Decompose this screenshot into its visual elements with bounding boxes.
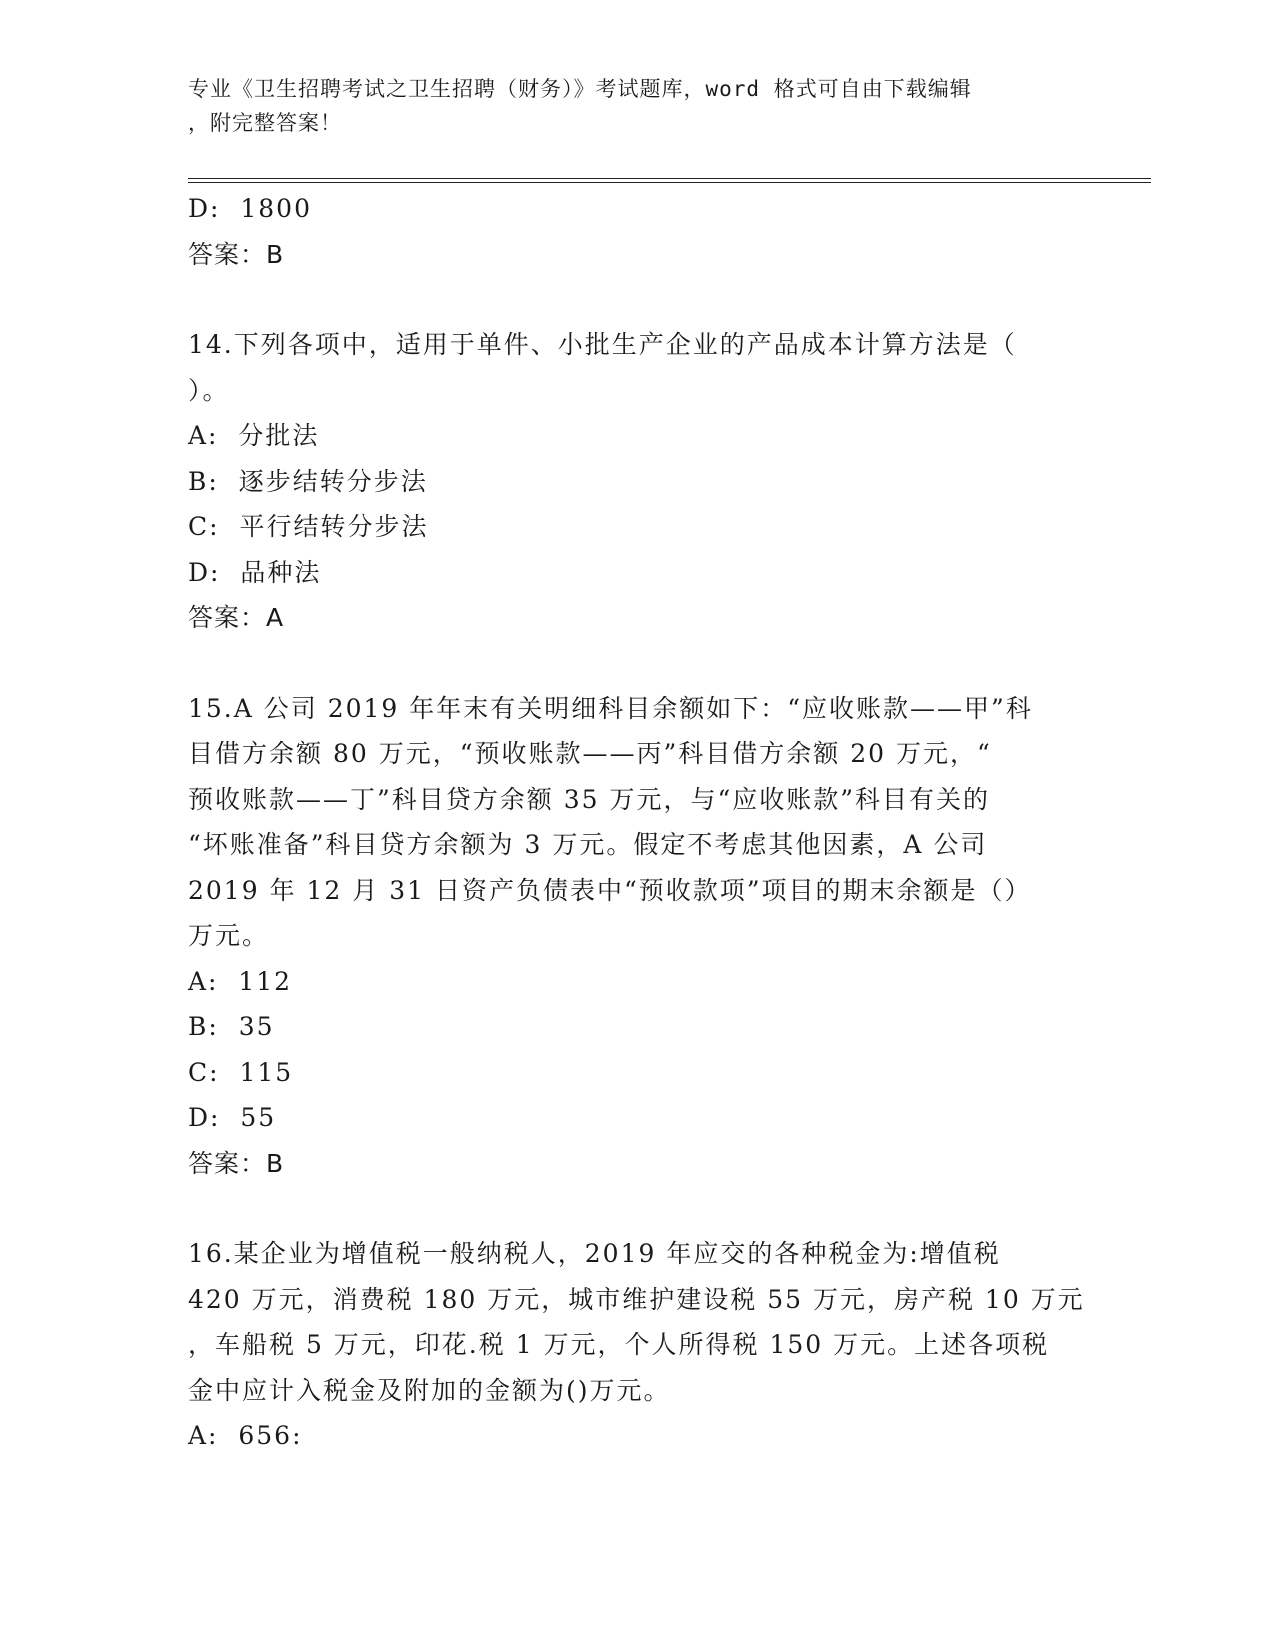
option-d: D: 品种法 bbox=[188, 557, 322, 587]
spacer bbox=[188, 641, 1088, 686]
header-title-line-2: ，附完整答案！ bbox=[188, 111, 342, 135]
question-stem-line: 14.下列各项中，适用于单件、小批生产企业的产品成本计算方法是（ bbox=[188, 330, 1017, 359]
answer-line: 答案：A bbox=[188, 603, 285, 632]
option-b: B: 35 bbox=[188, 1012, 275, 1041]
question-16 bbox=[188, 1231, 1088, 1459]
spacer bbox=[188, 1186, 1088, 1231]
previous-question-tail bbox=[188, 186, 1088, 277]
header-rule-top bbox=[188, 178, 1151, 179]
option-d: D: 1800 bbox=[188, 194, 312, 223]
option-d: D: 55 bbox=[188, 1103, 277, 1132]
question-stem-line: 预收账款——丁”科目贷方余额 35 万元，与“应收账款”科目有关的 bbox=[188, 784, 991, 814]
option-a: A: 656: bbox=[188, 1421, 303, 1450]
question-15 bbox=[188, 686, 1088, 1187]
header-rule-bottom bbox=[188, 182, 1151, 183]
option-c: C: 115 bbox=[188, 1057, 294, 1087]
option-b: B: 逐步结转分步法 bbox=[188, 466, 428, 496]
page-header bbox=[188, 72, 1088, 140]
question-14 bbox=[188, 322, 1088, 641]
question-stem-line: 2019 年 12 月 31 日资产负债表中“预收款项”项目的期末余额是（） bbox=[188, 875, 1032, 905]
answer-line: 答案：B bbox=[188, 239, 285, 269]
option-a: A: 分批法 bbox=[188, 421, 320, 450]
question-stem-line: 万元。 bbox=[188, 921, 270, 950]
question-stem-line: ）。 bbox=[188, 375, 230, 405]
spacer bbox=[188, 277, 1088, 322]
question-stem-line: 金中应计入税金及附加的金额为()万元。 bbox=[188, 1375, 671, 1405]
question-stem-line: ，车船税 5 万元，印花.税 1 万元，个人所得税 150 万元。上述各项税 bbox=[188, 1330, 1050, 1359]
option-a: A: 112 bbox=[188, 966, 293, 996]
header-title-line-1: 专业《卫生招聘考试之卫生招聘（财务）》考试题库，word 格式可自由下载编辑 bbox=[188, 77, 972, 101]
question-stem-line: 16.某企业为增值税一般纳税人，2019 年应交的各种税金为:增值税 bbox=[188, 1239, 1001, 1268]
option-c: C: 平行结转分步法 bbox=[188, 512, 429, 541]
question-stem-line: 420 万元，消费税 180 万元，城市维护建设税 55 万元，房产税 10 万元 bbox=[188, 1284, 1085, 1314]
question-stem-line: 15.A 公司 2019 年年末有关明细科目余额如下：“应收账款——甲”科 bbox=[188, 693, 1033, 723]
question-stem-line: “坏账准备”科目贷方余额为 3 万元。假定不考虑其他因素，A 公司 bbox=[188, 830, 988, 859]
answer-line: 答案：B bbox=[188, 1148, 285, 1178]
question-stem-line: 目借方余额 80 万元，“预收账款——丙”科目借方余额 20 万元，“ bbox=[188, 739, 992, 768]
question-list bbox=[188, 186, 1088, 1459]
